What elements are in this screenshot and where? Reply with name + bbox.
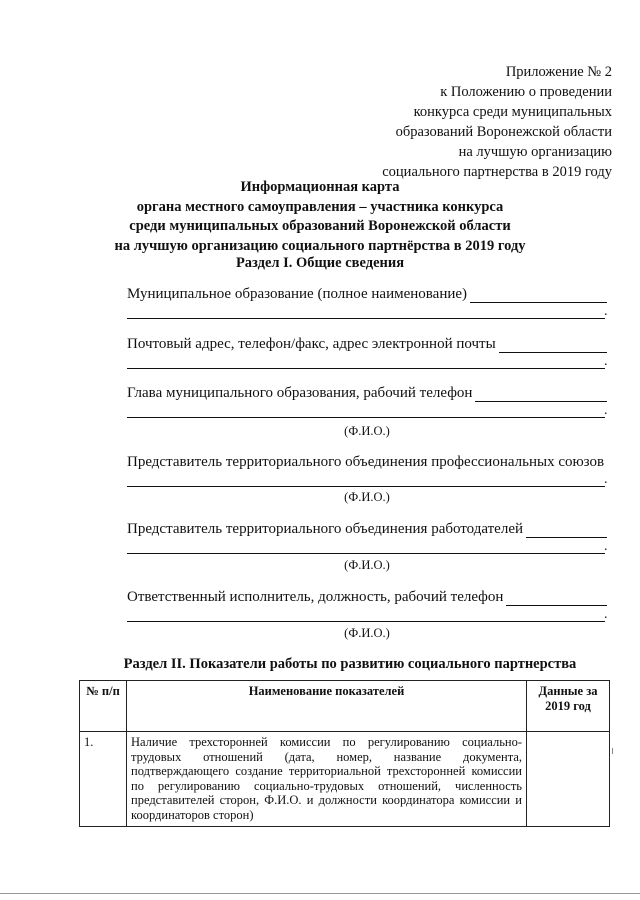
card-title-line: Информационная карта (240, 179, 400, 195)
field-label: Муниципальное образование (полное наименование) (127, 286, 468, 302)
blank-line[interactable] (127, 486, 605, 487)
blank-line[interactable] (127, 553, 605, 554)
section-2-title: Раздел II. Показатели работы по развитию социального партнерства (123, 656, 577, 672)
line-end-period: . (604, 354, 608, 369)
fill-line[interactable] (470, 288, 607, 303)
section-1-title: Раздел I. Общие сведения (235, 255, 405, 271)
field-postal-address[interactable] (127, 333, 607, 353)
fio-caption: (Ф.И.О.) (344, 424, 390, 438)
card-title-line: на лучшую организацию социального партнёрства в 2019 году (114, 237, 526, 254)
appendix-header (292, 62, 612, 182)
field-label: Почтовый адрес, телефон/факс, адрес электронной почты (127, 336, 496, 352)
blank-line[interactable] (127, 368, 605, 369)
fill-line[interactable] (499, 338, 607, 353)
row-number: 1. (80, 732, 127, 827)
card-title (60, 178, 580, 256)
line-end-period: . (604, 304, 608, 319)
fill-line[interactable] (475, 387, 607, 402)
fio-caption: (Ф.И.О.) (344, 490, 390, 504)
field-label: Представитель территориального объединения работодателей (127, 521, 523, 537)
line-end-period: . (604, 403, 608, 418)
field-label: Представитель территориального объединения профессиональных союзов (127, 454, 605, 470)
appendix-line: образований Воронежской области (395, 124, 612, 140)
row-indicator-text: Наличие трехсторонней комиссии по регулированию социально-трудовых отношений (дата, номер, название документа, подтверждающего создание территориальной трехсторонней комиссии по регулированию социально-трудовых отношений, численность представителей сторон, Ф.И.О. и должности координатора комиссии и координаторов сторон) (127, 732, 527, 827)
field-trade-union-representative[interactable] (127, 451, 607, 471)
field-label: Глава муниципального образования, рабочий телефон (127, 385, 473, 401)
appendix-line: к Положению о проведении (440, 84, 612, 100)
blank-line[interactable] (127, 621, 605, 622)
table-row (80, 732, 610, 827)
page-bottom-rule (0, 893, 640, 894)
table-header-row (80, 681, 610, 732)
field-label: Ответственный исполнитель, должность, рабочий телефон (127, 589, 504, 605)
line-end-period: . (604, 539, 608, 554)
appendix-line: социального партнерства в 2019 году (382, 164, 612, 180)
appendix-line: конкурса среди муниципальных (413, 104, 612, 120)
fio-caption: (Ф.И.О.) (344, 558, 390, 572)
indicators-table (79, 680, 610, 827)
card-title-line: органа местного самоуправления – участника конкурса (136, 198, 504, 215)
header-number: № п/п (80, 681, 127, 732)
field-head-of-municipality[interactable] (127, 382, 607, 402)
line-end-period: . (604, 472, 608, 487)
scan-margin-mark (612, 748, 613, 754)
field-municipality[interactable] (127, 283, 607, 303)
field-responsible-executor[interactable] (127, 586, 607, 606)
field-employers-representative[interactable] (127, 518, 607, 538)
line-end-period: . (604, 607, 608, 622)
card-title-line: среди муниципальных образований Воронежской области (129, 218, 511, 234)
appendix-line: на лучшую организацию (458, 144, 612, 160)
fio-caption: (Ф.И.О.) (344, 626, 390, 640)
fill-line[interactable] (526, 523, 607, 538)
header-indicator-name: Наименование показателей (127, 681, 527, 732)
blank-line[interactable] (127, 417, 605, 418)
blank-line[interactable] (127, 318, 605, 319)
row-data-cell[interactable] (527, 732, 610, 827)
fill-line[interactable] (506, 591, 607, 606)
appendix-line: Приложение № 2 (505, 64, 612, 80)
header-data-2019: Данные за 2019 год (527, 681, 610, 732)
